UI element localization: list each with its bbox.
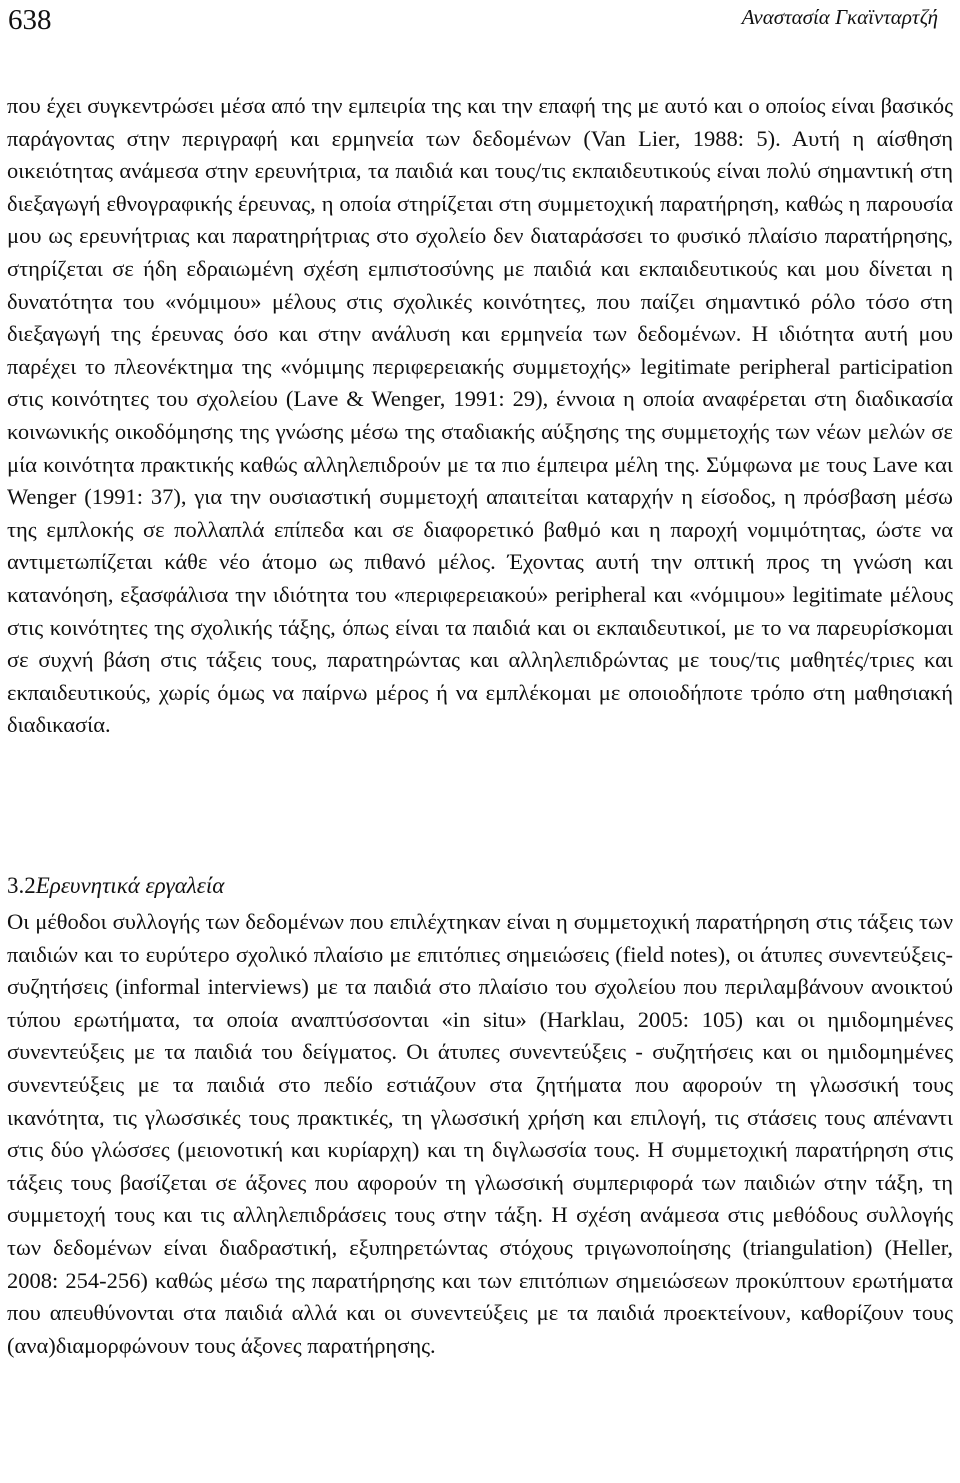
running-head-author: Αναστασία Γκαϊνταρτζή: [741, 5, 938, 29]
paragraph: που έχει συγκεντρώσει μέσα από την εμπειρία της και την επαφή της με αυτό και ο οποίος είναι βασικός παράγοντας στην περιγραφή και ερμηνεία των δεδομένων (Van Lier, 1988: 5). Αυτή η αίσθηση οικειότητας ανάμεσα στην ερευνήτρια, τα παιδιά και τους/τις εκπαιδευτικούς είναι πολύ σημαντική στη διεξαγωγή εθνογραφικής έρευνας, η οποία στηρίζεται στη συμμετοχική παρατήρηση, καθώς η παρουσία μου ως ερευνήτριας και παρατηρήτριας στο σχολείο δεν διαταράσσει το φυσικό πλαίσιο παρατήρησης, στηρίζεται σε ήδη εδραιωμένη σχέση εμπιστοσύνης με παιδιά και εκπαιδευτικούς και μου δίνεται η δυνατότητα του «νόμιμου» μέλους στις σχολικές κοινότητες, που παίζει σημαντικό ρόλο τόσο στη διεξαγωγή της έρευνας όσο και στην ανάλυση και ερμηνεία των δεδομένων. Η ιδιότητα αυτή μου παρέχει το πλεονέκτημα της «νόμιμης περιφερειακής συμμετοχής» legitimate peripheral participation στις κοινότητες του σχολείου (Lave & Wenger, 1991: 29), έννοια η οποία αναφέρεται στη διαδικασία κοινωνικής οικοδόμησης της γνώσης μέσω της σταδιακής αύξησης της συμμετοχής των νέων μελών σε μία κοινότητα πρακτικής καθώς αλληλεπιδρούν με τα πιο έμπειρα μέλη της. Σύμφωνα με τους Lave και Wenger (1991: 37), για την ουσιαστική συμμετοχή απαιτείται καταρχήν η είσοδος, η πρόσβαση μέσω της εμπλοκής σε πολλαπλά επίπεδα και σε διαφορετικό βαθμό και η παροχή νομιμότητας, ώστε να αντιμετωπίζεται κάθε νέο άτομο ως πιθανό μέλος. Έχοντας αυτή την οπτική προς τη γνώση και κατανόηση, εξασφάλισα την ιδιότητα του «περιφερειακού» peripheral και «νόμιμου» legitimate μέλους στις κοινότητες της σχολικής τάξης, όπως είναι τα παιδιά και οι εκπαιδευτικοί, με το να παρευρίσκομαι σε συχνή βάση στις τάξεις τους, παρατηρώντας και αλληλεπιδρώντας με τους/τις μαθητές/τριες και εκπαιδευτικούς, χωρίς όμως να παίρνω μέρος ή να εμπλέκομαι με οποιοδήποτε τρόπο στη μαθησιακή διαδικασία.: [7, 93, 953, 738]
page-number: 638: [8, 4, 52, 36]
section-title: Ερευνητικά εργαλεία: [35, 873, 225, 898]
body-text-continued: [7, 90, 953, 742]
paragraph: Οι μέθοδοι συλλογής των δεδομένων που επιλέχτηκαν είναι η συμμετοχική παρατήρηση στις τάξεις των παιδιών και το ευρύτερο σχολικό πλαίσιο με επιτόπιες σημειώσεις (field notes), οι άτυπες συνεντεύξεις-συζητήσεις (informal interviews) με τα παιδιά στο πλαίσιο του σχολείου που περιλαμβάνουν ανοικτού τύπου ερωτήματα, τα οποία αναπτύσσονται «in situ» (Harklau, 2005: 105) και οι ημιδομημένες συνεντεύξεις με τα παιδιά του δείγματος. Οι άτυπες συνεντεύξεις - συζητήσεις και οι ημιδομημένες συνεντεύξεις με τα παιδιά στο πεδίο εστιάζουν στα ζητήματα που αφορούν τη γλωσσική τους ικανότητα, τις γλωσσικές τους πρακτικές, τη γλωσσική χρήση και επιλογή, τις στάσεις τους απέναντι στις δύο γλώσσες (μειονοτική και κυρίαρχη) και τη διγλωσσία τους. Η συμμετοχική παρατήρηση στις τάξεις τους βασίζεται σε άξονες που αφορούν τη γλωσσική συμπεριφορά των παιδιών στην τάξη, τη συμμετοχή τους και τις αλληλεπιδράσεις τους στην τάξη. Η σχέση ανάμεσα στις μεθόδους συλλογής των δεδομένων είναι διαδραστική, εξυπηρετώντας στόχους τριγωνοποίησης (triangulation) (Heller, 2008: 254-256) καθώς μέσω της παρατήρησης και των επιτόπιων σημειώσεων προκύπτουν ερωτήματα που απευθύνονται στα παιδιά αλλά και οι συνεντεύξεις με τα παιδιά προεκτείνουν, καθορίζουν τους (ανα)διαμορφώνουν τους άξονες παρατήρησης.: [7, 909, 953, 1358]
body-text-section: [7, 906, 953, 1362]
section-number: 3.2: [7, 873, 36, 898]
section-heading: [7, 870, 224, 902]
page-header: [0, 0, 960, 40]
